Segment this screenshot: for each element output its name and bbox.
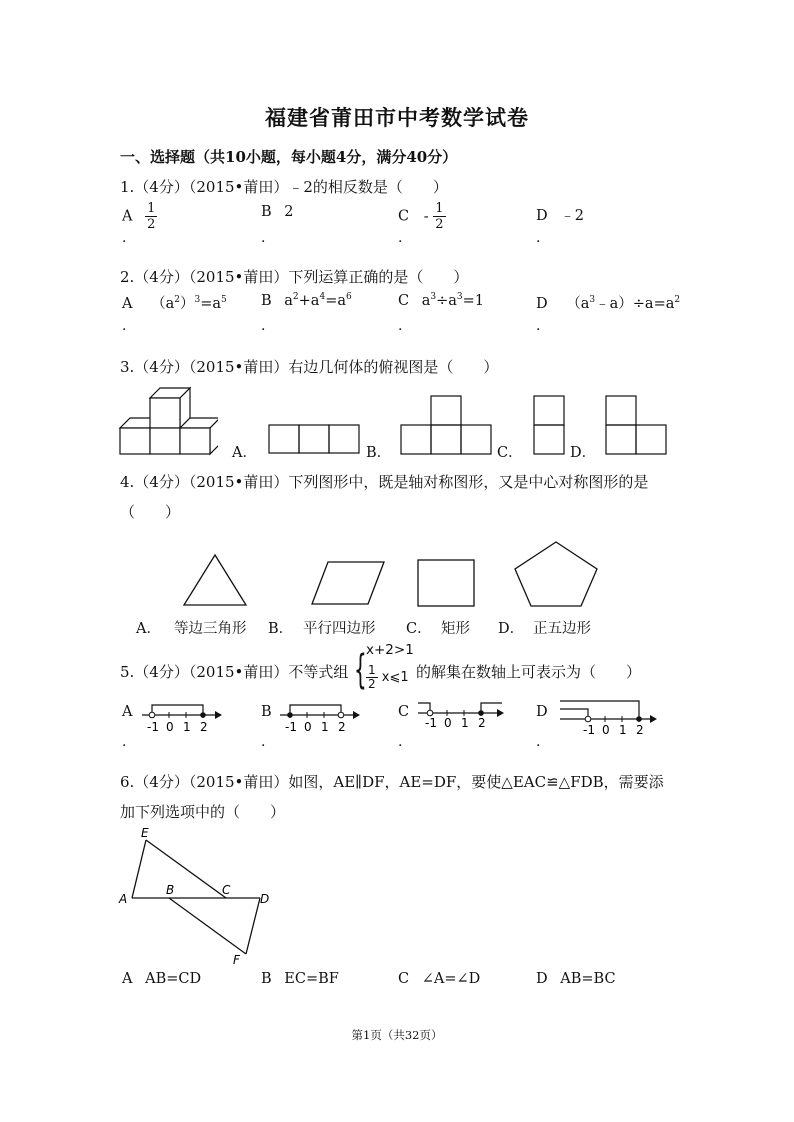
tick-label: 0	[602, 723, 610, 737]
q5-ineq2-num: 1	[368, 663, 376, 677]
q4-option-b-text: 平行四边形	[303, 621, 376, 637]
q3-option-b-figure	[400, 395, 492, 455]
q3-option-c-figure	[533, 395, 565, 455]
dot-mark: .	[398, 318, 403, 334]
q1-stem: 1.（4分）（2015•莆田）﹣2的相反数是（ ）	[120, 178, 448, 196]
tick-label: 1	[321, 720, 329, 734]
equilateral-triangle-figure	[180, 552, 250, 608]
q1-option-c	[398, 201, 446, 232]
q6-a-text: AB=CD	[145, 971, 202, 987]
q1-c-label: C	[398, 208, 410, 225]
q5-number-line-c	[416, 698, 506, 732]
tick-label: 0	[166, 720, 174, 734]
q3-option-b-label: B．	[366, 445, 392, 461]
q2-option-a: A $(a^2)^3=a^5$	[122, 295, 227, 312]
q1-option-a	[122, 201, 157, 232]
q1-c-fraction	[433, 201, 445, 232]
q4-option-a-label: A．	[136, 621, 161, 637]
q3-option-a-figure	[268, 424, 360, 454]
dot-mark: .	[261, 734, 266, 750]
q1-b-text: 2	[284, 204, 294, 220]
q2-stem: 2.（4分）（2015•莆田）下列运算正确的是（ ）	[120, 268, 469, 286]
rectangle-figure	[416, 558, 476, 608]
q2-option-c: C $a^3\div a^3=1$	[398, 292, 485, 309]
q1-b-label: B	[261, 204, 272, 220]
tick-label: 2	[200, 720, 208, 734]
tick-label: 2	[338, 720, 346, 734]
q6-c-text: ∠A=∠D	[421, 971, 481, 987]
q1-a-num: 1	[147, 201, 156, 216]
q6-a-label: A	[122, 971, 133, 987]
dot-mark: .	[536, 734, 541, 750]
tick-label: 2	[636, 723, 644, 737]
page-footer: 第1页（共32页）	[351, 1028, 443, 1042]
q5-stem-pre: 5.（4分）（2015•莆田）不等式组	[120, 663, 349, 681]
tick-label: 1	[183, 720, 191, 734]
tick-label: 2	[478, 716, 486, 730]
q3-option-d-label: D．	[570, 445, 597, 461]
q6-geometry-figure	[114, 822, 284, 968]
q6-option-a	[122, 971, 201, 987]
q5-d-label: D	[536, 704, 548, 720]
q1-c-den: 2	[435, 217, 444, 232]
q2-option-d: D $(a^3﹣a)\div a=a^2$	[536, 295, 681, 312]
dot-mark: .	[122, 318, 127, 334]
q4-option-c-label: C．	[406, 621, 432, 637]
q1-c-sign: -	[423, 208, 429, 225]
q5-number-line-d	[558, 698, 660, 738]
q4-option-c-text: 矩形	[441, 621, 470, 637]
q2-d-label: D	[536, 296, 548, 312]
q5-ineq-1: x+2>1	[366, 642, 414, 658]
q1-d-label: D	[536, 208, 548, 224]
q2-c-label: C	[398, 292, 410, 309]
q2-a-label: A	[122, 296, 133, 312]
point-label-b: B	[166, 883, 175, 897]
q1-a-label: A	[122, 208, 133, 225]
q5-brace: {	[354, 647, 367, 693]
q5-number-line-a	[140, 700, 224, 734]
q5-stem-post: 的解集在数轴上可表示为（ ）	[416, 663, 642, 681]
q6-b-text: EC=BF	[284, 971, 339, 987]
q3-solid-figure	[118, 382, 218, 456]
q5-ineq2-den: 2	[368, 677, 376, 691]
q6-option-b	[261, 971, 339, 987]
regular-pentagon-figure	[512, 540, 600, 608]
tick-label: 0	[304, 720, 312, 734]
q6-d-text: AB=BC	[560, 971, 616, 987]
dot-mark: .	[398, 734, 403, 750]
q6-stem-2: 加下列选项中的（ ）	[120, 803, 286, 821]
q5-ineq-2	[366, 664, 409, 691]
q4-option-d-text: 正五边形	[533, 621, 591, 637]
point-label-f: F	[233, 953, 240, 967]
parallelogram-figure	[310, 560, 386, 606]
q6-stem: 6.（4分）（2015•莆田）如图，AE∥DF，AE=DF，要使△EAC≌△FDB，需要添	[120, 773, 664, 791]
q4-stem: 4.（4分）（2015•莆田）下列图形中，既是轴对称图形，又是中心对称图形的是	[120, 473, 649, 491]
point-label-a: A	[119, 892, 128, 906]
q6-c-label: C	[398, 971, 410, 987]
q5-number-line-b	[278, 700, 362, 734]
q3-option-c-label: C．	[497, 445, 523, 461]
tick-label: -1	[583, 723, 595, 737]
q3-stem: 3.（4分）（2015•莆田）右边几何体的俯视图是（ ）	[120, 358, 499, 376]
q4-option-d-label: D．	[498, 621, 525, 637]
q1-a-den: 2	[147, 217, 156, 232]
dot-mark: .	[261, 318, 266, 334]
tick-label: -1	[147, 720, 159, 734]
q4-stem-2: （ ）	[120, 503, 181, 521]
q1-option-d	[536, 204, 584, 225]
dot-mark: .	[536, 230, 541, 246]
tick-label: -1	[285, 720, 297, 734]
point-label-e: E	[141, 826, 149, 840]
dot-mark: .	[261, 230, 266, 246]
q4-option-a-text: 等边三角形	[174, 621, 247, 637]
q5-ineq2-rest: x⩽1	[381, 670, 409, 685]
tick-label: 1	[461, 716, 469, 730]
point-label-d: D	[260, 892, 270, 906]
q1-a-fraction	[145, 201, 157, 232]
page-title: 福建省莆田市中考数学试卷	[265, 105, 529, 130]
point-label-c: C	[222, 883, 231, 897]
dot-mark: .	[122, 734, 127, 750]
q2-b-label: B	[261, 292, 272, 309]
q4-option-b-label: B．	[268, 621, 294, 637]
tick-label: 0	[444, 716, 452, 730]
q5-a-label: A	[122, 704, 133, 720]
dot-mark: .	[122, 230, 127, 246]
q6-b-label: B	[261, 971, 272, 987]
q1-c-num: 1	[435, 201, 444, 216]
q6-d-label: D	[536, 971, 548, 987]
q3-option-a-label: A．	[232, 445, 257, 461]
dot-mark: .	[398, 230, 403, 246]
q3-option-d-figure	[605, 395, 667, 455]
q6-option-c	[398, 971, 480, 987]
section-heading: 一、选择题（共10小题，每小题4分，满分40分）	[120, 148, 458, 166]
dot-mark: .	[536, 318, 541, 334]
q1-d-text: ﹣2	[560, 208, 584, 224]
tick-label: 1	[619, 723, 627, 737]
tick-label: -1	[425, 716, 437, 730]
q6-option-d	[536, 971, 616, 987]
q1-option-b	[261, 204, 294, 220]
q2-option-b: B $a^2+a^4=a^6$	[261, 292, 352, 309]
q5-b-label: B	[261, 704, 272, 720]
q5-c-label: C	[398, 704, 410, 720]
